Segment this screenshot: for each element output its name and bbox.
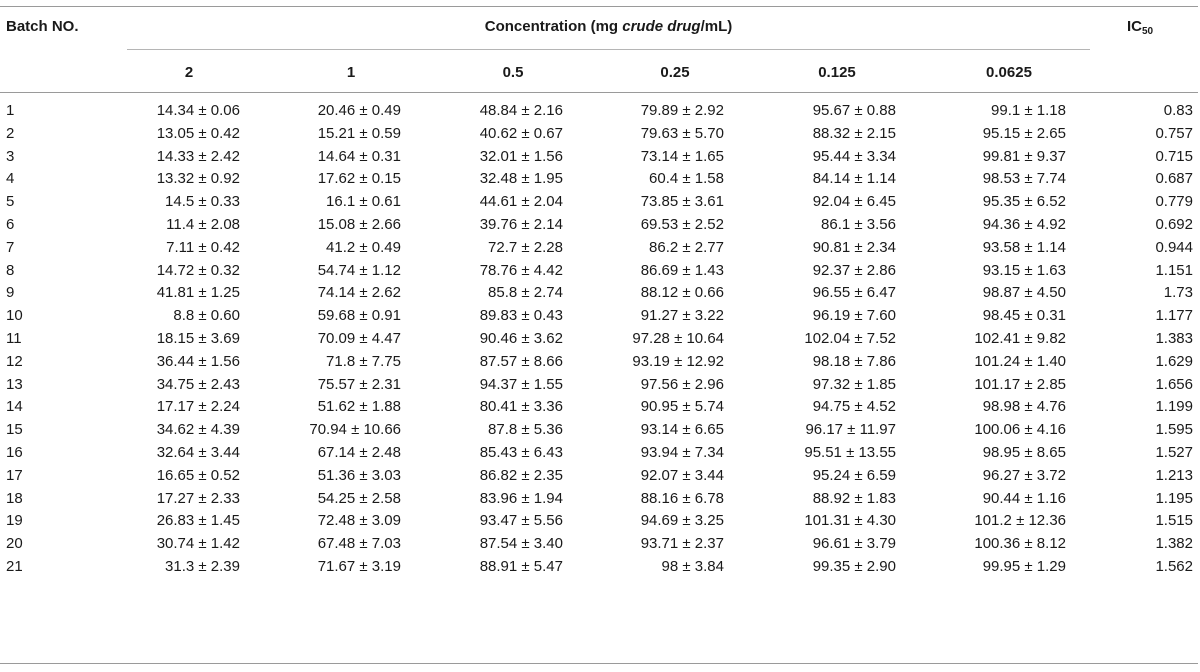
- concentration-header-rule: [127, 49, 1090, 50]
- concentration-value-cell: 17.17 ± 2.24: [156, 398, 240, 416]
- concentration-value-cell: 34.62 ± 4.39: [156, 421, 240, 439]
- batch-number-cell: 4: [6, 170, 15, 188]
- concentration-value-cell: 60.4 ± 1.58: [649, 170, 724, 188]
- concentration-value-cell: 99.81 ± 9.37: [982, 147, 1066, 165]
- concentration-value-cell: 80.41 ± 3.36: [479, 398, 563, 416]
- table-row: [0, 535, 1198, 558]
- concentration-column-header: 0.125: [818, 64, 856, 81]
- ic50-value-cell: 1.562: [1155, 557, 1193, 575]
- concentration-value-cell: 17.62 ± 0.15: [317, 170, 401, 188]
- concentration-header-italic: crude drug: [622, 18, 701, 35]
- table-row: [0, 398, 1198, 421]
- concentration-column-header: 0.0625: [986, 64, 1032, 81]
- batch-number-cell: 11: [6, 329, 22, 347]
- table-top-rule: [0, 6, 1198, 7]
- ic50-value-cell: 1.383: [1155, 329, 1193, 347]
- concentration-value-cell: 95.44 ± 3.34: [812, 147, 896, 165]
- concentration-value-cell: 95.67 ± 0.88: [812, 102, 896, 119]
- concentration-value-cell: 32.64 ± 3.44: [156, 443, 240, 461]
- concentration-value-cell: 74.14 ± 2.62: [317, 284, 401, 302]
- ic50-value-cell: 1.656: [1155, 375, 1193, 393]
- concentration-value-cell: 40.62 ± 0.67: [479, 124, 563, 142]
- concentration-value-cell: 95.51 ± 13.55: [804, 443, 896, 461]
- batch-number-cell: 8: [6, 261, 15, 279]
- concentration-value-cell: 71.8 ± 7.75: [326, 352, 401, 370]
- concentration-value-cell: 98.18 ± 7.86: [812, 352, 896, 370]
- concentration-value-cell: 88.92 ± 1.83: [812, 489, 896, 507]
- table-row: [0, 467, 1198, 490]
- concentration-value-cell: 99.95 ± 1.29: [982, 557, 1066, 575]
- concentration-value-cell: 96.27 ± 3.72: [982, 466, 1066, 484]
- concentration-value-cell: 99.1 ± 1.18: [991, 102, 1066, 119]
- ic50-value-cell: 0.692: [1155, 215, 1193, 233]
- ic50-value-cell: 1.629: [1155, 352, 1193, 370]
- table-bottom-rule: [0, 663, 1198, 664]
- concentration-value-cell: 101.31 ± 4.30: [804, 512, 896, 530]
- concentration-value-cell: 94.36 ± 4.92: [982, 215, 1066, 233]
- concentration-value-cell: 84.14 ± 1.14: [812, 170, 896, 188]
- concentration-value-cell: 13.32 ± 0.92: [156, 170, 240, 188]
- concentration-value-cell: 54.74 ± 1.12: [317, 261, 401, 279]
- concentration-value-cell: 98.45 ± 0.31: [982, 307, 1066, 325]
- concentration-value-cell: 15.21 ± 0.59: [317, 124, 401, 142]
- concentration-value-cell: 97.32 ± 1.85: [812, 375, 896, 393]
- table-row: [0, 421, 1198, 444]
- concentration-column-header: 0.25: [660, 64, 690, 81]
- concentration-value-cell: 54.25 ± 2.58: [317, 489, 401, 507]
- concentration-value-cell: 92.04 ± 6.45: [812, 193, 896, 211]
- concentration-value-cell: 13.05 ± 0.42: [156, 124, 240, 142]
- concentration-value-cell: 88.32 ± 2.15: [812, 124, 896, 142]
- ic50-value-cell: 1.177: [1155, 307, 1193, 325]
- concentration-value-cell: 16.65 ± 0.52: [156, 466, 240, 484]
- ic50-value-cell: 1.195: [1155, 489, 1193, 507]
- concentration-value-cell: 90.81 ± 2.34: [812, 238, 896, 256]
- concentration-value-cell: 100.36 ± 8.12: [974, 535, 1066, 553]
- table-row: [0, 353, 1198, 376]
- concentration-value-cell: 67.14 ± 2.48: [317, 443, 401, 461]
- table-row: [0, 490, 1198, 513]
- header-bottom-rule: [0, 92, 1198, 93]
- concentration-value-cell: 39.76 ± 2.14: [479, 215, 563, 233]
- concentration-value-cell: 75.57 ± 2.31: [317, 375, 401, 393]
- concentration-value-cell: 97.56 ± 2.96: [640, 375, 724, 393]
- concentration-value-cell: 87.57 ± 8.66: [479, 352, 563, 370]
- concentration-value-cell: 16.1 ± 0.61: [326, 193, 401, 211]
- ic50-header-subscript: 50: [1142, 26, 1154, 37]
- concentration-value-cell: 8.8 ± 0.60: [173, 307, 240, 325]
- ic50-value-cell: 1.151: [1155, 261, 1193, 279]
- concentration-value-cell: 98.53 ± 7.74: [982, 170, 1066, 188]
- concentration-column-header: 1: [346, 64, 356, 81]
- table-row: [0, 512, 1198, 535]
- concentration-value-cell: 86.1 ± 3.56: [821, 215, 896, 233]
- concentration-value-cell: 86.69 ± 1.43: [640, 261, 724, 279]
- concentration-value-cell: 95.24 ± 6.59: [812, 466, 896, 484]
- concentration-value-cell: 14.64 ± 0.31: [317, 147, 401, 165]
- ic50-value-cell: 0.944: [1155, 238, 1193, 256]
- ic50-value-cell: 1.199: [1155, 398, 1193, 416]
- batch-number-cell: 15: [6, 421, 23, 439]
- concentration-value-cell: 93.47 ± 5.56: [479, 512, 563, 530]
- concentration-value-cell: 100.06 ± 4.16: [974, 421, 1066, 439]
- concentration-value-cell: 95.15 ± 2.65: [982, 124, 1066, 142]
- batch-number-cell: 21: [6, 557, 23, 575]
- batch-number-cell: 19: [6, 512, 23, 530]
- table-row: [0, 102, 1198, 125]
- ic50-value-cell: 1.595: [1155, 421, 1193, 439]
- concentration-value-cell: 70.94 ± 10.66: [309, 421, 401, 439]
- ic50-value-cell: 0.687: [1155, 170, 1193, 188]
- concentration-value-cell: 86.82 ± 2.35: [479, 466, 563, 484]
- concentration-column-header: 0.5: [502, 64, 524, 81]
- batch-number-cell: 18: [6, 489, 23, 507]
- table-row: [0, 216, 1198, 239]
- concentration-value-cell: 48.84 ± 2.16: [479, 102, 563, 119]
- concentration-value-cell: 72.48 ± 3.09: [317, 512, 401, 530]
- concentration-value-cell: 85.8 ± 2.74: [488, 284, 563, 302]
- ic50-value-cell: 1.382: [1155, 535, 1193, 553]
- concentration-column-header: 2: [184, 64, 194, 81]
- ic50-value-cell: 1.515: [1155, 512, 1193, 530]
- ic50-value-cell: 1.73: [1163, 284, 1193, 302]
- batch-number-cell: 16: [6, 443, 23, 461]
- concentration-value-cell: 70.09 ± 4.47: [317, 329, 401, 347]
- batch-number-cell: 10: [6, 307, 23, 325]
- concentration-value-cell: 51.36 ± 3.03: [317, 466, 401, 484]
- batch-number-cell: 2: [6, 124, 15, 142]
- concentration-value-cell: 7.11 ± 0.42: [166, 238, 240, 256]
- concentration-value-cell: 36.44 ± 1.56: [156, 352, 240, 370]
- table-row: [0, 376, 1198, 399]
- concentration-value-cell: 32.48 ± 1.95: [479, 170, 563, 188]
- batch-number-cell: 20: [6, 535, 23, 553]
- concentration-value-cell: 102.04 ± 7.52: [804, 329, 896, 347]
- concentration-value-cell: 101.2 ± 12.36: [974, 512, 1066, 530]
- table-row: [0, 330, 1198, 353]
- concentration-value-cell: 99.35 ± 2.90: [812, 557, 896, 575]
- concentration-value-cell: 102.41 ± 9.82: [974, 329, 1066, 347]
- concentration-value-cell: 78.76 ± 4.42: [479, 261, 563, 279]
- ic50-header-main: IC: [1127, 18, 1142, 35]
- concentration-value-cell: 93.58 ± 1.14: [982, 238, 1066, 256]
- concentration-value-cell: 72.7 ± 2.28: [488, 238, 563, 256]
- concentration-value-cell: 73.14 ± 1.65: [640, 147, 724, 165]
- ic50-value-cell: 0.715: [1155, 147, 1193, 165]
- concentration-value-cell: 32.01 ± 1.56: [479, 147, 563, 165]
- concentration-value-cell: 93.19 ± 12.92: [632, 352, 724, 370]
- concentration-value-cell: 94.69 ± 3.25: [640, 512, 724, 530]
- batch-number-cell: 6: [6, 215, 15, 233]
- concentration-value-cell: 86.2 ± 2.77: [649, 238, 724, 256]
- concentration-value-cell: 94.37 ± 1.55: [479, 375, 563, 393]
- concentration-value-cell: 14.5 ± 0.33: [165, 193, 240, 211]
- concentration-value-cell: 90.95 ± 5.74: [640, 398, 724, 416]
- ic50-value-cell: 0.757: [1155, 124, 1193, 142]
- table-row: [0, 125, 1198, 148]
- batch-number-cell: 3: [6, 147, 15, 165]
- concentration-value-cell: 14.33 ± 2.42: [156, 147, 240, 165]
- concentration-value-cell: 20.46 ± 0.49: [317, 102, 401, 119]
- concentration-value-cell: 18.15 ± 3.69: [156, 329, 240, 347]
- table-row: [0, 284, 1198, 307]
- concentration-value-cell: 87.54 ± 3.40: [479, 535, 563, 553]
- concentration-value-cell: 93.14 ± 6.65: [640, 421, 724, 439]
- concentration-value-cell: 79.89 ± 2.92: [640, 102, 724, 119]
- concentration-value-cell: 101.24 ± 1.40: [974, 352, 1066, 370]
- concentration-value-cell: 41.81 ± 1.25: [156, 284, 240, 302]
- concentration-value-cell: 44.61 ± 2.04: [479, 193, 563, 211]
- concentration-value-cell: 88.16 ± 6.78: [640, 489, 724, 507]
- concentration-value-cell: 89.83 ± 0.43: [479, 307, 563, 325]
- batch-column-header: Batch NO.: [6, 18, 79, 35]
- concentration-value-cell: 17.27 ± 2.33: [156, 489, 240, 507]
- concentration-header: [127, 18, 1090, 35]
- batch-number-cell: 1: [6, 102, 15, 119]
- concentration-value-cell: 87.8 ± 5.36: [488, 421, 563, 439]
- concentration-value-cell: 11.4 ± 2.08: [166, 215, 240, 233]
- concentration-value-cell: 101.17 ± 2.85: [974, 375, 1066, 393]
- concentration-value-cell: 92.07 ± 3.44: [640, 466, 724, 484]
- table-row: [0, 444, 1198, 467]
- concentration-value-cell: 31.3 ± 2.39: [165, 557, 240, 575]
- concentration-value-cell: 98.98 ± 4.76: [982, 398, 1066, 416]
- concentration-value-cell: 67.48 ± 7.03: [317, 535, 401, 553]
- concentration-value-cell: 73.85 ± 3.61: [640, 193, 724, 211]
- concentration-header-suffix: /mL): [700, 18, 733, 35]
- concentration-value-cell: 30.74 ± 1.42: [156, 535, 240, 553]
- concentration-value-cell: 96.19 ± 7.60: [812, 307, 896, 325]
- concentration-value-cell: 91.27 ± 3.22: [640, 307, 724, 325]
- concentration-value-cell: 85.43 ± 6.43: [479, 443, 563, 461]
- concentration-value-cell: 96.55 ± 6.47: [812, 284, 896, 302]
- concentration-value-cell: 93.94 ± 7.34: [640, 443, 724, 461]
- table-row: [0, 148, 1198, 171]
- table-row: [0, 193, 1198, 216]
- concentration-value-cell: 92.37 ± 2.86: [812, 261, 896, 279]
- concentration-value-cell: 94.75 ± 4.52: [812, 398, 896, 416]
- concentration-value-cell: 14.34 ± 0.06: [156, 102, 240, 119]
- concentration-value-cell: 59.68 ± 0.91: [317, 307, 401, 325]
- concentration-value-cell: 26.83 ± 1.45: [156, 512, 240, 530]
- concentration-value-cell: 98 ± 3.84: [661, 557, 724, 575]
- batch-number-cell: 13: [6, 375, 23, 393]
- table-row: [0, 170, 1198, 193]
- concentration-value-cell: 83.96 ± 1.94: [479, 489, 563, 507]
- concentration-value-cell: 90.46 ± 3.62: [479, 329, 563, 347]
- concentration-value-cell: 93.71 ± 2.37: [640, 535, 724, 553]
- table-row: [0, 307, 1198, 330]
- concentration-value-cell: 88.91 ± 5.47: [479, 557, 563, 575]
- table-row: [0, 558, 1198, 581]
- table-body: [0, 102, 1198, 581]
- concentration-value-cell: 95.35 ± 6.52: [982, 193, 1066, 211]
- concentration-header-prefix: Concentration (mg: [484, 18, 623, 35]
- batch-number-cell: 9: [6, 284, 15, 302]
- batch-number-cell: 12: [6, 352, 23, 370]
- concentration-value-cell: 69.53 ± 2.52: [640, 215, 724, 233]
- ic50-value-cell: 0.779: [1155, 193, 1193, 211]
- ic50-value-cell: 1.527: [1155, 443, 1193, 461]
- concentration-value-cell: 88.12 ± 0.66: [640, 284, 724, 302]
- concentration-value-cell: 34.75 ± 2.43: [156, 375, 240, 393]
- ic50-value-cell: 1.213: [1155, 466, 1193, 484]
- ic50-column-header: [1127, 18, 1153, 37]
- concentration-value-cell: 93.15 ± 1.63: [982, 261, 1066, 279]
- concentration-value-cell: 51.62 ± 1.88: [317, 398, 401, 416]
- concentration-value-cell: 79.63 ± 5.70: [640, 124, 724, 142]
- batch-number-cell: 5: [6, 193, 15, 211]
- batch-number-cell: 14: [6, 398, 23, 416]
- concentration-value-cell: 97.28 ± 10.64: [632, 329, 724, 347]
- concentration-value-cell: 98.95 ± 8.65: [982, 443, 1066, 461]
- concentration-value-cell: 96.17 ± 11.97: [805, 421, 896, 439]
- ic50-value-cell: 0.83: [1163, 102, 1193, 119]
- concentration-value-cell: 98.87 ± 4.50: [982, 284, 1066, 302]
- table-row: [0, 262, 1198, 285]
- concentration-value-cell: 15.08 ± 2.66: [317, 215, 401, 233]
- concentration-value-cell: 96.61 ± 3.79: [812, 535, 896, 553]
- batch-number-cell: 17: [6, 466, 23, 484]
- concentration-value-cell: 14.72 ± 0.32: [156, 261, 240, 279]
- batch-number-cell: 7: [6, 238, 15, 256]
- concentration-value-cell: 90.44 ± 1.16: [982, 489, 1066, 507]
- concentration-value-cell: 41.2 ± 0.49: [326, 238, 401, 256]
- concentration-value-cell: 71.67 ± 3.19: [317, 557, 401, 575]
- table-row: [0, 239, 1198, 262]
